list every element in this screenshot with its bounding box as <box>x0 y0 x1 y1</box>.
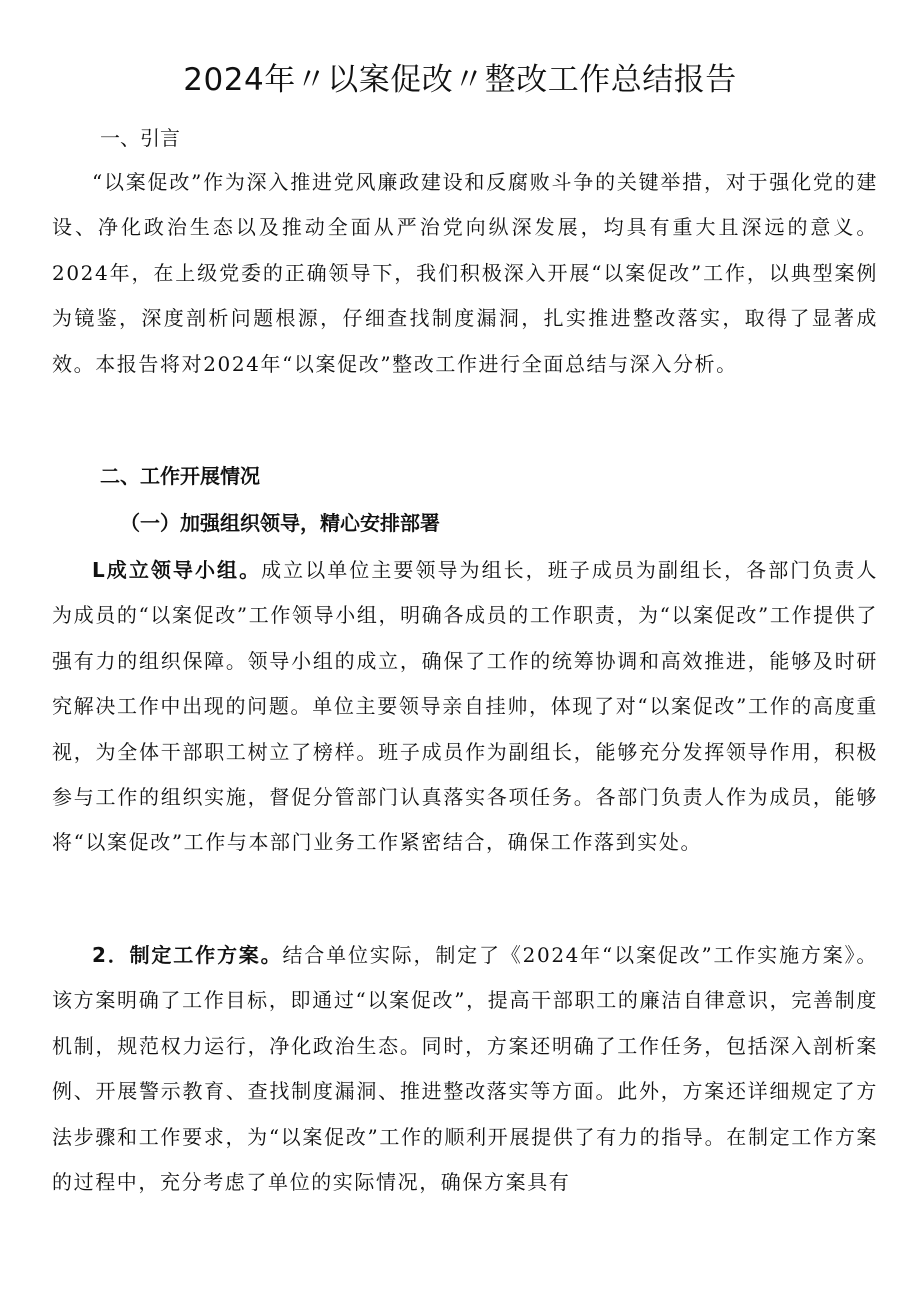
section-heading-work: 二、工作开展情况 <box>100 464 260 488</box>
section-heading-intro: 一、引言 <box>100 126 180 150</box>
intro-paragraph: “以案促改”作为深入推进党风廉政建设和反腐败斗争的关键举措，对于强化党的建设、净化政治生态以及推动全面从严治党向纵深发展，均具有重大且深远的意义。2024年，在上级党委的正确领导下，我们积极深入开展“以案促改”工作，以典型案例为镜鉴，深度剖析问题根源，仔细查找制度漏洞，扎实推进整改落实，取得了显著成效。本报告将对2024年“以案促改”整改工作进行全面总结与深入分析。 <box>52 170 878 376</box>
document-title: 2024年〃以案促改〃整改工作总结报告 <box>183 62 737 98</box>
paragraph-work-plan <box>52 933 878 1301</box>
item-lead-leading-group: L成立领导小组。 <box>92 558 262 582</box>
paragraph-leading-group <box>52 548 878 916</box>
item-lead-work-plan: 2．制定工作方案。 <box>92 943 283 967</box>
item-text-leading-group: 成立以单位主要领导为组长，班子成员为副组长，各部门负责人为成员的“以案促改”工作领导小组，明确各成员的工作职责，为“以案促改”工作提供了强有力的组织保障。领导小组的成立，确保了工作的统筹协调和高效推进，能够及时研究解决工作中出现的问题。单位主要领导亲自挂帅，体现了对“以案促改”工作的高度重视，为全体干部职工树立了榜样。班子成员作为副组长，能够充分发挥领导作用，积极参与工作的组织实施，督促分管部门认真落实各项任务。各部门负责人作为成员，能够将“以案促改”工作与本部门业务工作紧密结合，确保工作落到实处。 <box>52 558 878 855</box>
subsection-heading-leadership: （一）加强组织领导，精心安排部署 <box>120 511 440 535</box>
item-text-work-plan: 结合单位实际，制定了《2024年“以案促改”工作实施方案》。该方案明确了工作目标，即通过“以案促改”，提高干部职工的廉洁自律意识，完善制度机制，规范权力运行，净化政治生态。同时，方案还明确了工作任务，包括深入剖析案例、开展警示教育、查找制度漏洞、推进整改落实等方面。此外，方案还详细规定了方法步骤和工作要求，为“以案促改”工作的顺利开展提供了有力的指导。在制定工作方案的过程中，充分考虑了单位的实际情况，确保方案具有 <box>52 943 878 1195</box>
